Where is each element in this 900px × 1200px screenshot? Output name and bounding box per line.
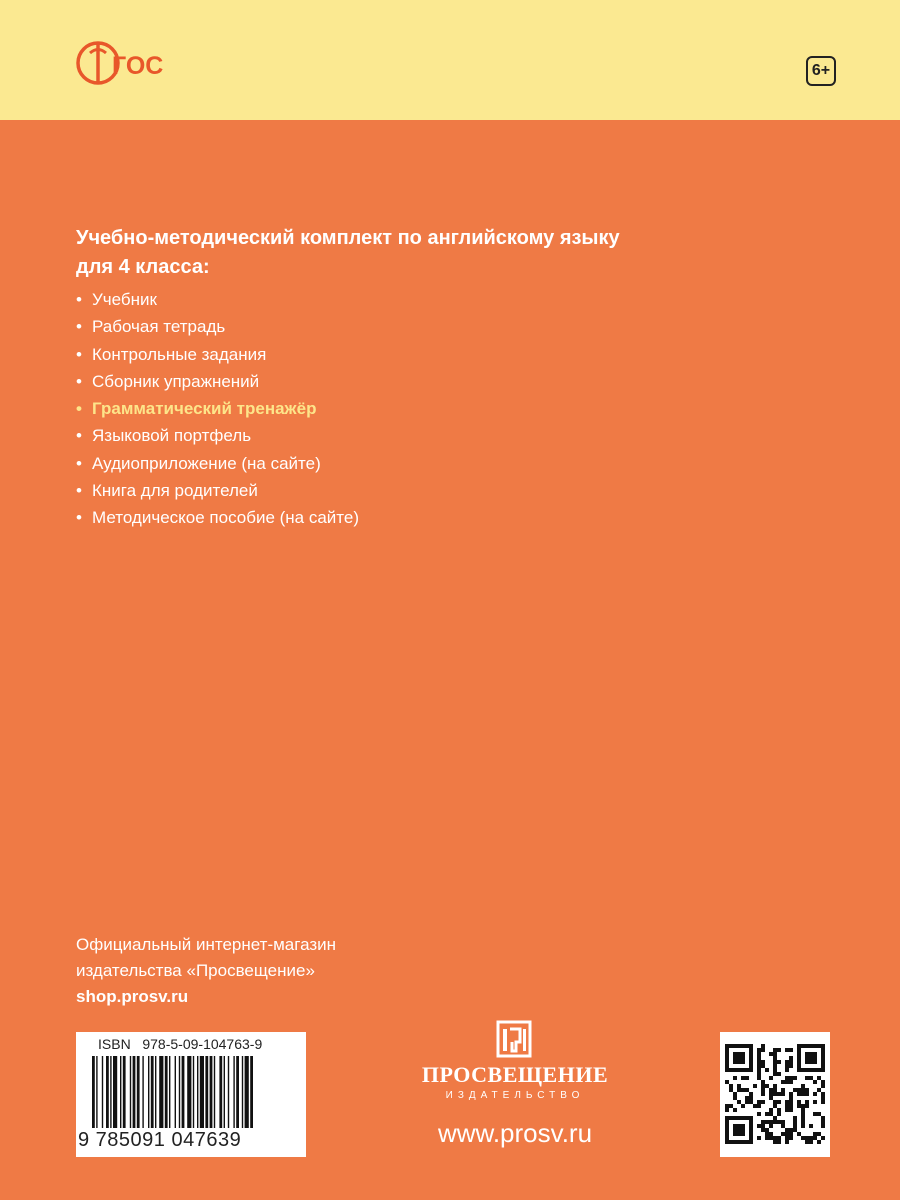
list-item: • Контрольные задания — [76, 344, 267, 364]
shop-line1: Официальный интернет-магазин — [76, 935, 337, 954]
publisher-url-link[interactable]: www.prosv.ru — [437, 1118, 593, 1148]
shop-block — [76, 932, 336, 1010]
list-item: • Методическое пособие (на сайте) — [76, 508, 360, 528]
kit-title-line1: Учебно-методический комплект по английскому языку — [76, 227, 620, 249]
list-item: • Книга для родителей — [76, 481, 258, 501]
barcode-box — [76, 1032, 306, 1157]
age-rating-badge: 6+ — [806, 56, 836, 86]
list-item: • Учебник — [76, 290, 157, 309]
isbn-number: 978-5-09-104763-9 — [142, 1036, 263, 1052]
kit-list — [76, 286, 359, 532]
kit-title-line2: для 4 класса: — [76, 256, 210, 278]
list-item: • Рабочая тетрадь — [76, 317, 226, 337]
publisher-logo-icon — [496, 1020, 532, 1058]
shop-line2: издательства «Просвещение» — [76, 961, 315, 980]
qr-code-icon — [720, 1032, 830, 1157]
list-item: • Языковой портфель — [76, 426, 252, 446]
publisher-subtitle: ИЗДАТЕЛЬСТВО — [445, 1090, 585, 1101]
kit-title — [76, 224, 796, 282]
list-item-highlighted: • Грамматический тренажёр — [76, 399, 317, 419]
qr-code-box — [720, 1032, 830, 1157]
barcode-digits: 9 785091 047639 — [78, 1129, 242, 1151]
isbn-label: ISBN — [98, 1036, 131, 1052]
list-item: • Сборник упражнений — [76, 371, 260, 391]
publisher-name: ПРОСВЕЩЕНИЕ — [421, 1062, 609, 1087]
fgos-text: ГОС — [112, 52, 164, 80]
list-item: • Аудиоприложение (на сайте) — [76, 453, 321, 473]
shop-url-link[interactable]: shop.prosv.ru — [76, 987, 189, 1006]
isbn-text — [98, 1036, 262, 1052]
barcode-icon — [92, 1056, 292, 1128]
